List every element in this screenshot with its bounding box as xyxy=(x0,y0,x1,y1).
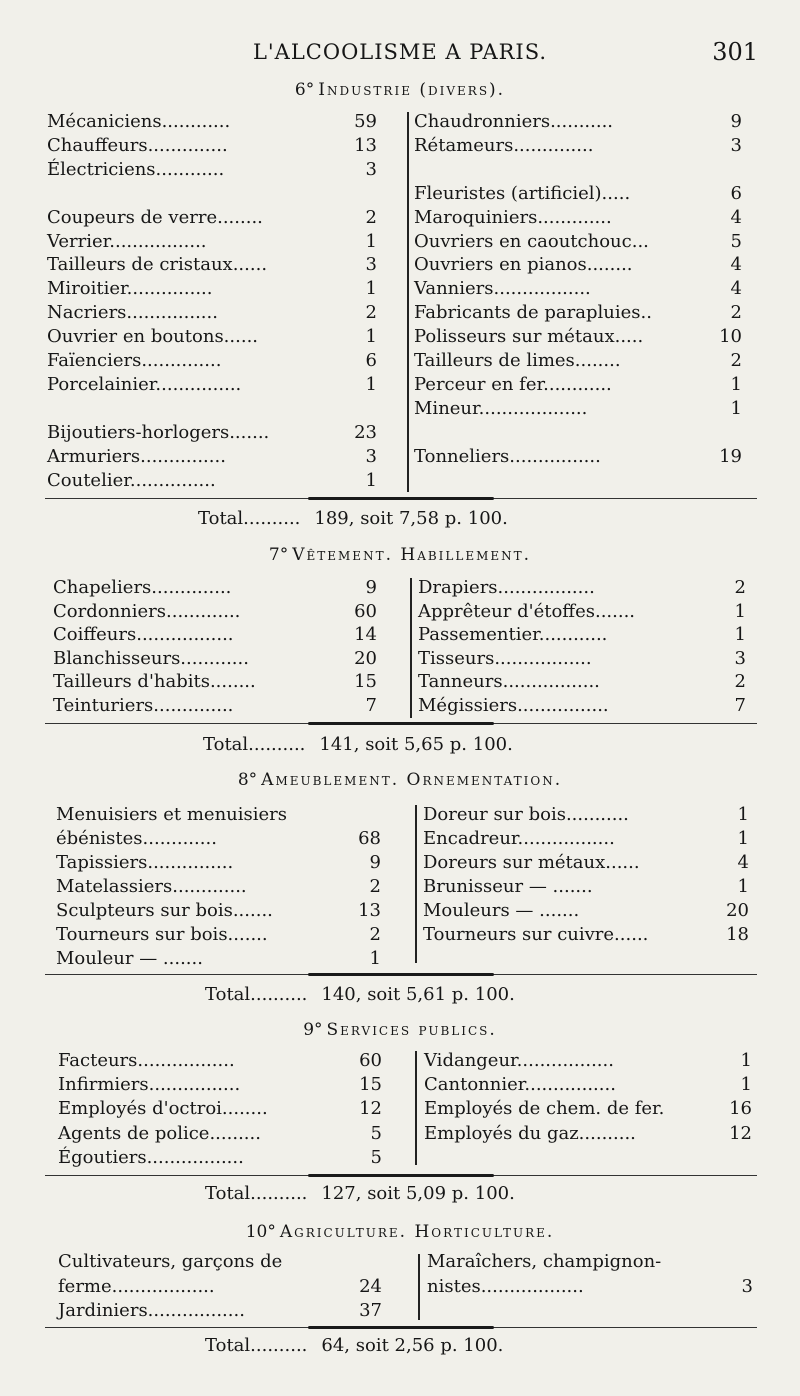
occupation-label: Fleuristes (artificiel)..... xyxy=(414,182,631,204)
occupation-label: Électriciens............ xyxy=(47,158,225,180)
occupation-label: Coupeurs de verre........ xyxy=(47,206,263,228)
table-row xyxy=(414,134,742,158)
occupation-label: Vidangeur................. xyxy=(424,1050,614,1071)
total-label: Total.......... xyxy=(205,984,308,1005)
table-row xyxy=(414,325,742,349)
occupation-count: 1 xyxy=(365,326,377,348)
total-rule xyxy=(45,1174,757,1178)
occupation-count: 1 xyxy=(730,397,742,419)
occupation-count: 6 xyxy=(365,350,377,371)
occupation-count: 1 xyxy=(737,876,749,897)
column-divider xyxy=(407,112,409,492)
table-row xyxy=(53,623,377,647)
table-row xyxy=(47,253,377,277)
table-row xyxy=(47,325,377,349)
table-row xyxy=(58,1299,382,1323)
occupation-count: 9 xyxy=(369,852,381,873)
table-row xyxy=(423,923,749,947)
section-total xyxy=(198,507,508,531)
table-row xyxy=(56,827,381,851)
section-title xyxy=(0,770,800,790)
occupation-label: Doreurs sur métaux...... xyxy=(423,852,640,873)
occupation-label: Employés du gaz.......... xyxy=(424,1122,636,1144)
occupation-label: Faïenciers.............. xyxy=(47,350,222,371)
total-value: 127, soit 5,09 p. 100. xyxy=(321,1183,515,1204)
table-row xyxy=(423,827,749,851)
occupation-label: Mégissiers................ xyxy=(418,694,609,716)
occupation-label: Armuriers............... xyxy=(47,445,226,467)
occupation-label: Apprêteur d'étoffes....... xyxy=(418,600,636,622)
occupation-label: Ouvriers en pianos........ xyxy=(414,254,633,276)
occupation-count: 3 xyxy=(730,134,742,156)
occupation-count: 9 xyxy=(365,577,377,598)
total-value: 140, soit 5,61 p. 100. xyxy=(321,984,515,1005)
occupation-label: Tonneliers................ xyxy=(414,445,601,467)
occupation-count: 59 xyxy=(354,111,377,132)
section-heading: Ameublement. Ornementation. xyxy=(261,770,563,790)
section-heading: Agriculture. Horticulture. xyxy=(279,1222,555,1242)
table-row xyxy=(47,134,377,158)
table-row xyxy=(47,277,377,301)
table-row xyxy=(423,851,749,875)
table-row xyxy=(414,445,742,469)
section-total xyxy=(205,1334,503,1358)
occupation-count: 3 xyxy=(365,254,377,276)
occupation-label: Infirmiers................ xyxy=(58,1074,241,1096)
table-row xyxy=(424,1097,752,1121)
occupation-label: Mineur................... xyxy=(414,397,588,419)
occupation-count: 4 xyxy=(730,278,742,300)
occupation-label: Vanniers................. xyxy=(414,278,591,300)
table-row xyxy=(47,397,377,421)
table-row xyxy=(427,1275,753,1299)
occupation-label: Mécaniciens............ xyxy=(47,111,231,132)
section-number: 7° xyxy=(268,545,289,565)
occupation-label: Brunisseur — ....... xyxy=(423,876,593,897)
occupation-count: 13 xyxy=(354,134,377,156)
occupation-label: Menuisiers et menuisiers xyxy=(56,804,287,825)
column-divider xyxy=(415,805,417,963)
table-row xyxy=(424,1049,752,1073)
occupation-label: Cordonniers............. xyxy=(53,600,241,622)
occupation-label: Doreur sur bois........... xyxy=(423,804,629,825)
table-row xyxy=(56,947,381,971)
occupation-label: Miroitier............... xyxy=(47,278,213,300)
occupation-label: Tanneurs................. xyxy=(418,671,600,692)
occupation-label: Tailleurs d'habits........ xyxy=(53,671,256,692)
occupation-label: Égoutiers................. xyxy=(58,1146,244,1168)
total-rule xyxy=(45,1326,757,1330)
table-row xyxy=(414,253,742,277)
occupation-count: 3 xyxy=(741,1275,753,1297)
occupation-label: Bijoutiers-horlogers....... xyxy=(47,421,270,443)
occupation-count: 20 xyxy=(354,647,377,669)
occupation-count: 12 xyxy=(359,1098,382,1120)
occupation-count: 1 xyxy=(369,948,381,969)
occupation-label: Chaudronniers........... xyxy=(414,111,614,132)
total-value: 189, soit 7,58 p. 100. xyxy=(314,508,508,529)
occupation-label: Sculpteurs sur bois....... xyxy=(56,900,273,921)
occupation-count: 5 xyxy=(370,1146,382,1168)
occupation-count: 2 xyxy=(369,876,381,897)
occupation-count: 4 xyxy=(730,254,742,276)
occupation-label: ferme.................. xyxy=(58,1275,215,1297)
table-row xyxy=(47,349,377,373)
total-label: Total.......... xyxy=(198,508,301,529)
section-title xyxy=(0,1020,800,1040)
occupation-label: Mouleurs — ....... xyxy=(423,900,580,921)
occupation-label: Coiffeurs................. xyxy=(53,624,234,645)
section-total xyxy=(203,733,513,757)
occupation-label: Maraîchers, champignon- xyxy=(427,1251,662,1272)
table-row xyxy=(418,670,746,694)
table-row xyxy=(47,445,377,469)
occupation-label: Perceur en fer............ xyxy=(414,373,612,395)
occupation-label: Chapeliers.............. xyxy=(53,577,232,598)
occupation-label: Tailleurs de cristaux...... xyxy=(47,254,268,276)
occupation-count: 68 xyxy=(358,828,381,849)
section-heading: Services publics. xyxy=(326,1020,497,1040)
occupation-count: 1 xyxy=(734,624,746,645)
occupation-label: Coutelier............... xyxy=(47,469,216,491)
table-row xyxy=(58,1049,382,1073)
occupation-count: 9 xyxy=(730,111,742,132)
occupation-count: 7 xyxy=(734,694,746,716)
table-row xyxy=(423,875,749,899)
table-row xyxy=(47,421,377,445)
occupation-label: Verrier................. xyxy=(47,230,207,252)
occupation-count: 1 xyxy=(737,828,749,849)
table-row xyxy=(56,899,381,923)
occupation-label: Tourneurs sur cuivre...... xyxy=(423,924,649,945)
occupation-count: 4 xyxy=(730,206,742,228)
occupation-count: 2 xyxy=(734,671,746,692)
occupation-count: 1 xyxy=(365,278,377,300)
occupation-count: 2 xyxy=(365,206,377,228)
occupation-label: Mouleur — ....... xyxy=(56,948,203,969)
occupation-label: Facteurs................. xyxy=(58,1050,235,1071)
occupation-count: 1 xyxy=(740,1050,752,1071)
occupation-count: 2 xyxy=(734,577,746,598)
occupation-label: Employés d'octroi........ xyxy=(58,1098,268,1120)
table-row xyxy=(424,1073,752,1097)
occupation-label: Ouvriers en caoutchouc... xyxy=(414,230,649,252)
occupation-count: 2 xyxy=(365,302,377,324)
occupation-count: 15 xyxy=(359,1074,382,1096)
table-row xyxy=(47,230,377,254)
total-rule xyxy=(45,973,757,977)
occupation-label: Porcelainier............... xyxy=(47,373,242,395)
column-divider xyxy=(418,1254,420,1320)
page-number: 301 xyxy=(712,38,758,66)
total-value: 64, soit 2,56 p. 100. xyxy=(321,1335,504,1356)
occupation-count: 19 xyxy=(719,445,742,467)
total-label: Total.......... xyxy=(203,734,306,755)
table-row xyxy=(47,373,377,397)
table-row xyxy=(414,373,742,397)
occupation-count: 1 xyxy=(365,373,377,395)
occupation-label: Cantonnier................ xyxy=(424,1074,616,1096)
section-number: 10° xyxy=(245,1222,276,1242)
table-row xyxy=(53,647,377,671)
section-title xyxy=(0,1222,800,1242)
occupation-label: Blanchisseurs............ xyxy=(53,647,249,669)
total-label: Total.......... xyxy=(205,1335,308,1356)
table-row xyxy=(427,1250,753,1274)
table-row xyxy=(56,923,381,947)
table-row xyxy=(56,803,381,827)
occupation-label: Tisseurs................. xyxy=(418,647,592,669)
occupation-count: 37 xyxy=(359,1300,382,1321)
occupation-count: 12 xyxy=(729,1122,752,1144)
column-divider xyxy=(410,578,412,718)
occupation-count: 1 xyxy=(737,804,749,825)
running-head xyxy=(0,38,800,72)
occupation-label: Maroquiniers............. xyxy=(414,206,612,228)
total-rule xyxy=(45,722,757,726)
occupation-count: 10 xyxy=(719,326,742,348)
total-label: Total.......... xyxy=(205,1183,308,1204)
table-row xyxy=(423,803,749,827)
occupation-label: Nacriers................ xyxy=(47,302,218,324)
table-row xyxy=(47,182,377,206)
occupation-label: Rétameurs.............. xyxy=(414,134,594,156)
occupation-count: 60 xyxy=(354,600,377,622)
occupation-label: Tailleurs de limes........ xyxy=(414,350,621,371)
occupation-count: 5 xyxy=(370,1122,382,1144)
table-row xyxy=(414,421,742,445)
total-value: 141, soit 5,65 p. 100. xyxy=(319,734,513,755)
table-row xyxy=(47,158,377,182)
occupation-count: 2 xyxy=(730,302,742,324)
table-row xyxy=(414,206,742,230)
table-row xyxy=(423,899,749,923)
table-row xyxy=(56,875,381,899)
occupation-count: 3 xyxy=(365,445,377,467)
occupation-label: Drapiers................. xyxy=(418,577,595,598)
table-row xyxy=(418,647,746,671)
table-row xyxy=(47,110,377,134)
table-row xyxy=(418,576,746,600)
occupation-count: 23 xyxy=(354,421,377,443)
occupation-count: 6 xyxy=(730,182,742,204)
occupation-label: Tourneurs sur bois....... xyxy=(56,924,268,945)
section-title xyxy=(0,545,800,565)
section-number: 6° xyxy=(294,80,315,100)
occupation-count: 2 xyxy=(730,350,742,371)
table-row xyxy=(414,110,742,134)
table-row xyxy=(58,1146,382,1170)
running-title: L'ALCOOLISME A PARIS. xyxy=(252,40,548,64)
table-row xyxy=(47,469,377,493)
occupation-count: 1 xyxy=(730,373,742,395)
occupation-label: Tapissiers............... xyxy=(56,852,234,873)
occupation-count: 5 xyxy=(730,230,742,252)
table-row xyxy=(414,301,742,325)
occupation-count: 3 xyxy=(734,647,746,669)
table-row xyxy=(418,694,746,718)
table-row xyxy=(418,623,746,647)
occupation-count: 16 xyxy=(729,1098,752,1120)
table-row xyxy=(414,397,742,421)
table-row xyxy=(53,600,377,624)
occupation-count: 24 xyxy=(359,1275,382,1297)
occupation-label: Jardiniers................. xyxy=(58,1300,245,1321)
section-heading: Vêtement. Habillement. xyxy=(292,545,532,565)
occupation-count: 60 xyxy=(359,1050,382,1071)
table-row xyxy=(414,158,742,182)
table-row xyxy=(414,349,742,373)
occupation-label: Chauffeurs.............. xyxy=(47,134,228,156)
table-row xyxy=(424,1122,752,1146)
occupation-count: 14 xyxy=(354,624,377,645)
occupation-label: Cultivateurs, garçons de xyxy=(58,1251,283,1272)
table-row xyxy=(58,1122,382,1146)
section-number: 8° xyxy=(237,770,258,790)
occupation-count: 13 xyxy=(358,900,381,921)
table-row xyxy=(56,851,381,875)
occupation-count: 15 xyxy=(354,671,377,692)
occupation-label: Ouvrier en boutons...... xyxy=(47,326,259,348)
table-row xyxy=(58,1097,382,1121)
occupation-count: 1 xyxy=(365,230,377,252)
occupation-count: 1 xyxy=(740,1074,752,1096)
table-row xyxy=(53,694,377,718)
occupation-label: ébénistes............. xyxy=(56,828,217,849)
table-row xyxy=(414,277,742,301)
table-row xyxy=(418,600,746,624)
section-total xyxy=(205,1182,515,1206)
section-total xyxy=(205,983,515,1007)
occupation-label: Employés de chem. de fer. xyxy=(424,1098,665,1120)
section-heading: Industrie (divers). xyxy=(318,80,506,100)
table-row xyxy=(414,182,742,206)
table-row xyxy=(47,301,377,325)
section-title xyxy=(0,80,800,100)
occupation-count: 7 xyxy=(365,694,377,716)
table-row xyxy=(414,230,742,254)
occupation-label: Matelassiers............. xyxy=(56,876,247,897)
occupation-label: Polisseurs sur métaux..... xyxy=(414,326,644,348)
table-row xyxy=(58,1250,382,1274)
table-row xyxy=(47,206,377,230)
table-row xyxy=(58,1275,382,1299)
occupation-label: Passementier............ xyxy=(418,624,608,645)
occupation-count: 1 xyxy=(365,469,377,491)
occupation-count: 20 xyxy=(726,900,749,921)
occupation-label: Encadreur................. xyxy=(423,828,615,849)
occupation-count: 3 xyxy=(365,158,377,180)
occupation-label: Agents de police......... xyxy=(58,1122,261,1144)
occupation-label: Fabricants de parapluies.. xyxy=(414,302,652,324)
column-divider xyxy=(415,1051,417,1165)
occupation-count: 18 xyxy=(726,924,749,945)
table-row xyxy=(58,1073,382,1097)
occupation-count: 2 xyxy=(369,924,381,945)
occupation-label: nistes.................. xyxy=(427,1275,584,1297)
occupation-count: 4 xyxy=(737,852,749,873)
total-rule xyxy=(45,497,757,501)
table-row xyxy=(53,576,377,600)
table-row xyxy=(53,670,377,694)
occupation-label: Teinturiers.............. xyxy=(53,694,234,716)
occupation-count: 1 xyxy=(734,600,746,622)
section-number: 9° xyxy=(303,1020,323,1040)
